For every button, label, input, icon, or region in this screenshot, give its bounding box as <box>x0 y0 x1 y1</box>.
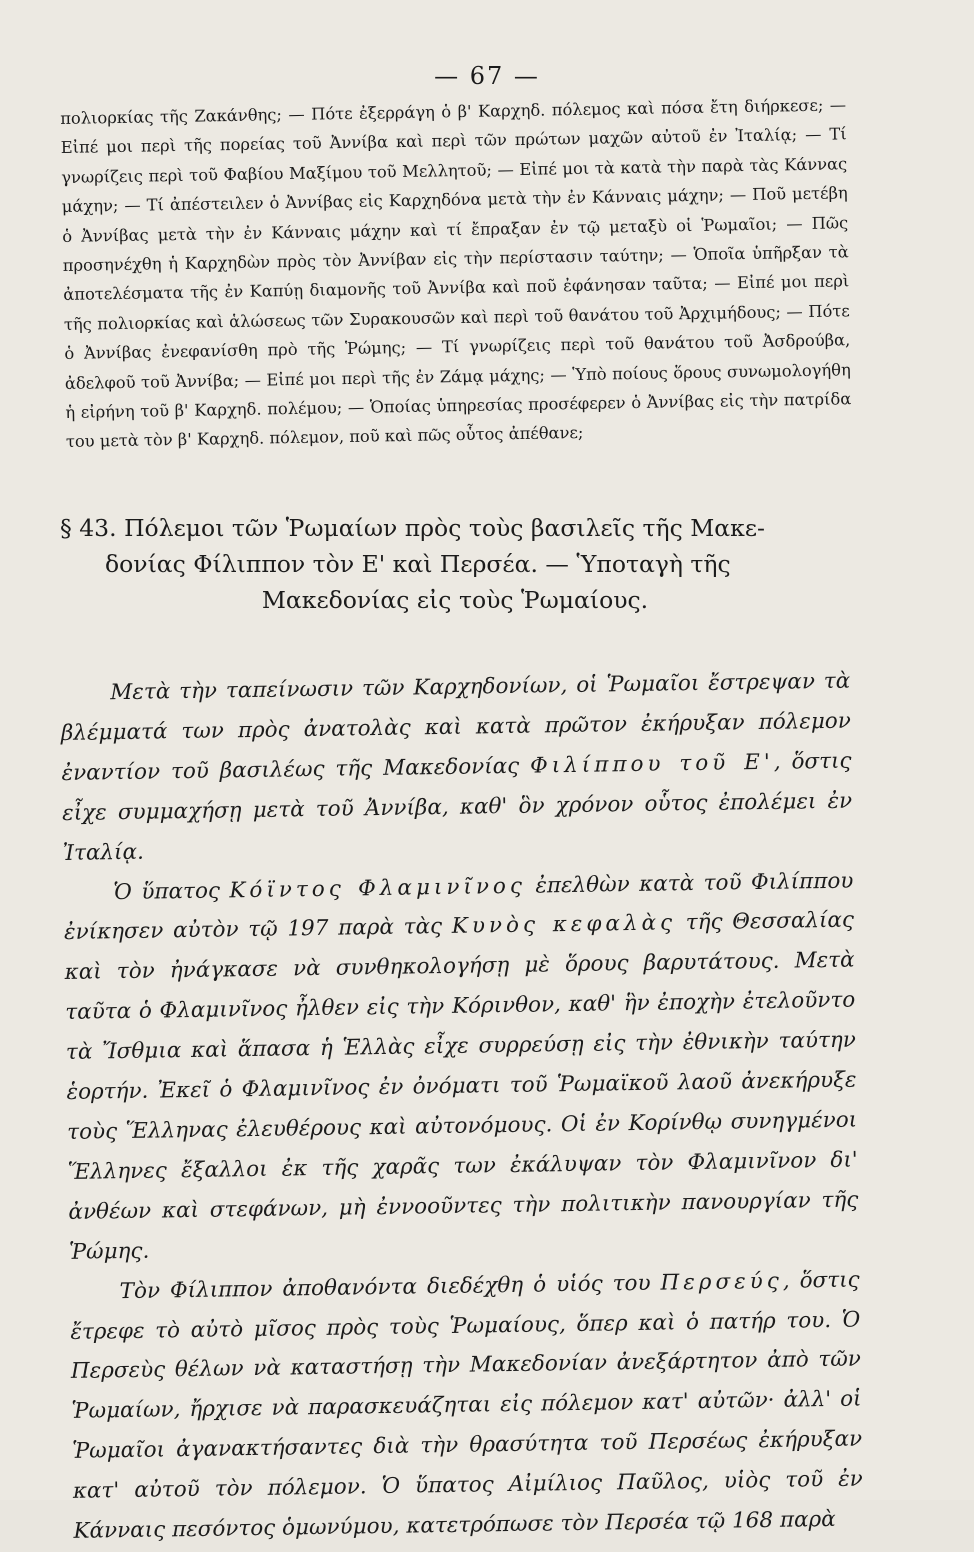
paragraph-2-part-e: τῆς Θεσσαλίας καὶ τὸν ἠνάγκασε νὰ συνθηκολογήσῃ μὲ ὅρους βαρυτάτους. Μετὰ ταῦτα ὁ Φλαμινῖνος ἦλθεν εἰς τὴν Κόρινθον, καθ' ἣν ἐποχὴν ἐτελοῦντο τὰ Ἴσθμια καὶ ἅπασα ἡ Ἑλλὰς εἶχε συρρεύσῃ εἰς τὴν ἐθνικὴν ταύτην ἑορτήν. Ἐκεῖ ὁ Φλαμινῖνος ἐν ὀνόματι τοῦ Ῥωμαϊκοῦ λαοῦ ἀνεκήρυξε τοὺς Ἕλληνας ἐλευθέρους καὶ αὐτονόμους. Οἱ ἐν Κορίνθῳ συνηγμένοι Ἕλληνες ἔξαλλοι ἐκ τῆς χαρᾶς των ἐκάλυψαν τὸν Φλαμινῖνον δι' ἀνθέων καὶ στεφάνων, μὴ ἐννοοῦντες τὴν πολιτικὴν πανουργίαν τῆς Ῥώμης. <box>64 907 859 1265</box>
paragraph-3-name-perseus: Περσεύς <box>660 1268 783 1296</box>
paragraph-3 <box>69 1260 863 1552</box>
paragraph-2-part-c: ἐπελθὼν κατὰ τοῦ Φιλίππου ἐνίκησεν αὐτὸν τῷ 197 παρὰ τὰς <box>63 868 854 946</box>
section-heading <box>60 510 850 618</box>
paragraph-2 <box>63 861 859 1272</box>
review-questions-text: πολιορκίας τῆς Ζακάνθης; — Πότε ἐξερράγη ὁ β' Καρχηδ. πόλεμος καὶ πόσα ἔτη διήρκεσε; — Εἰπέ μοι περὶ τῆς πορείας τοῦ Ἀννίβα καὶ περὶ τῶν πρώτων μαχῶν αὐτοῦ ἐν Ἰταλίᾳ; — Τί γνωρίζεις περὶ τοῦ Φαβίου Μαξίμου τοῦ Μελλητοῦ; — Εἰπέ μοι τὰ κατὰ τὴν παρὰ τὰς Κάννας μάχην; — Τί ἀπέστειλεν ὁ Ἀννίβας εἰς Καρχηδόνα μετὰ τὴν ἐν Κάνναις μάχην; — Ποῦ μετέβη ὁ Ἀννίβας μετὰ τὴν ἐν Κάνναις μάχην καὶ τί ἔπραξαν ἐν τῷ μεταξὺ οἱ Ῥωμαῖοι; — Πῶς προσηνέχθη ἡ Καρχηδὼν πρὸς τὸν Ἀννίβαν εἰς τὴν περίστασιν ταύτην; — Ὁποῖα ὑπῆρξαν τὰ ἀποτελέσματα τῆς ἐν Καπύῃ διαμονῆς τοῦ Ἀννίβα καὶ ποῦ ἐφάνησαν ταῦτα; — Εἰπέ μοι περὶ τῆς πολιορκίας καὶ ἁλώσεως τῶν Συρακουσῶν καὶ περὶ τοῦ θανάτου τοῦ Ἀρχιμήδους; — Πότε ὁ Ἀννίβας ἐνεφανίσθη πρὸ τῆς Ῥώμης; — Τί γνωρίζεις περὶ τοῦ θανάτου τοῦ Ἀσδρούβα, ἀδελφοῦ τοῦ Ἀννίβα; — Εἰπέ μοι περὶ τῆς ἐν Ζάμᾳ μάχης; — Ὑπὸ ποίους ὅρους συνωμολογήθη ἡ εἰρήνη τοῦ β' Καρχηδ. πολέμου; — Ὁποίας ὑπηρεσίας προσέφερεν ὁ Ἀννίβας εἰς τὴν πατρίδα του μετὰ τὸν β' Καρχηδ. πόλεμον, ποῦ καὶ πῶς οὗτος ἀπέθανε; <box>60 95 852 452</box>
paragraph-3-part-a: Τὸν Φίλιππον ἀποθανόντα διεδέχθη ὁ υἱός του <box>119 1270 661 1304</box>
paragraph-2-part-a: Ὁ ὕπατος <box>113 877 230 905</box>
section-heading-line-3: Μακεδονίας εἰς τοὺς Ῥωμαίους. <box>261 586 649 614</box>
paragraph-3-part-c: , ὅστις ἔτρεφε τὸ αὐτὸ μῖσος πρὸς τοὺς Ῥωμαίους, ὅπερ καὶ ὁ πατήρ του. Ὁ Περσεὺς θέλων νὰ καταστήσῃ τὴν Μακεδονίαν ἀνεξάρτητον ἀπὸ τῶν Ῥωμαίων, ἤρχισε νὰ παρασκευάζηται εἰς πόλεμον κατ' αὐτῶν· ἀλλ' οἱ Ῥωμαῖοι ἀγανακτήσαντες διὰ τὴν θρασύτητα τοῦ Περσέως ἐκήρυξαν κατ' αὐτοῦ τὸν πόλεμον. Ὁ ὕπατος <box>70 1267 863 1505</box>
section-heading-line-2: δονίας Φίλιππον τὸν Ε' καὶ Περσέα. — Ὑποταγὴ τῆς <box>105 550 731 578</box>
paragraph-3-part-e: , υἱὸς τοῦ ἐν Κάνναις πεσόντος ὁμωνύμου, κατετρόπωσε τὸν Περσέα τῷ 168 παρὰ <box>73 1466 863 1544</box>
paragraph-1-name-philip: Φιλίππου τοῦ Ε' <box>529 749 774 779</box>
paragraph-2-name-flamininus: Κόϊντος Φλαμινῖνος <box>229 873 527 903</box>
paragraph-1-part-c: , ὅστις εἶχε συμμαχήσῃ μετὰ τοῦ Ἀννίβα, καθ' ὃν χρόνον οὗτος ἐπολέμει ἐν Ἰταλίᾳ. <box>61 748 853 866</box>
body-text <box>60 662 864 1552</box>
page-number: — 67 — <box>434 62 540 90</box>
section-heading-line-1: § 43. Πόλεμοι τῶν Ῥωμαίων πρὸς τοὺς βασιλεῖς τῆς Μακε- <box>60 514 765 542</box>
paragraph-2-place-kynos-kephalai: Κυνὸς κεφαλὰς <box>451 910 677 940</box>
review-questions <box>60 90 852 457</box>
paragraph-1-part-a: Μετὰ τὴν ταπείνωσιν τῶν Καρχηδονίων, οἱ Ῥωμαῖοι ἔστρεψαν τὰ βλέμματά των πρὸς ἀνατολὰς καὶ κατὰ πρῶτον ἐκήρυξαν πόλεμον ἐναντίον τοῦ βασιλέως τῆς Μακεδονίας <box>60 668 852 786</box>
paragraph-1 <box>60 662 853 874</box>
paragraph-3-name-aemilius-paullus: Αἰμίλιος Παῦλος <box>508 1469 703 1498</box>
